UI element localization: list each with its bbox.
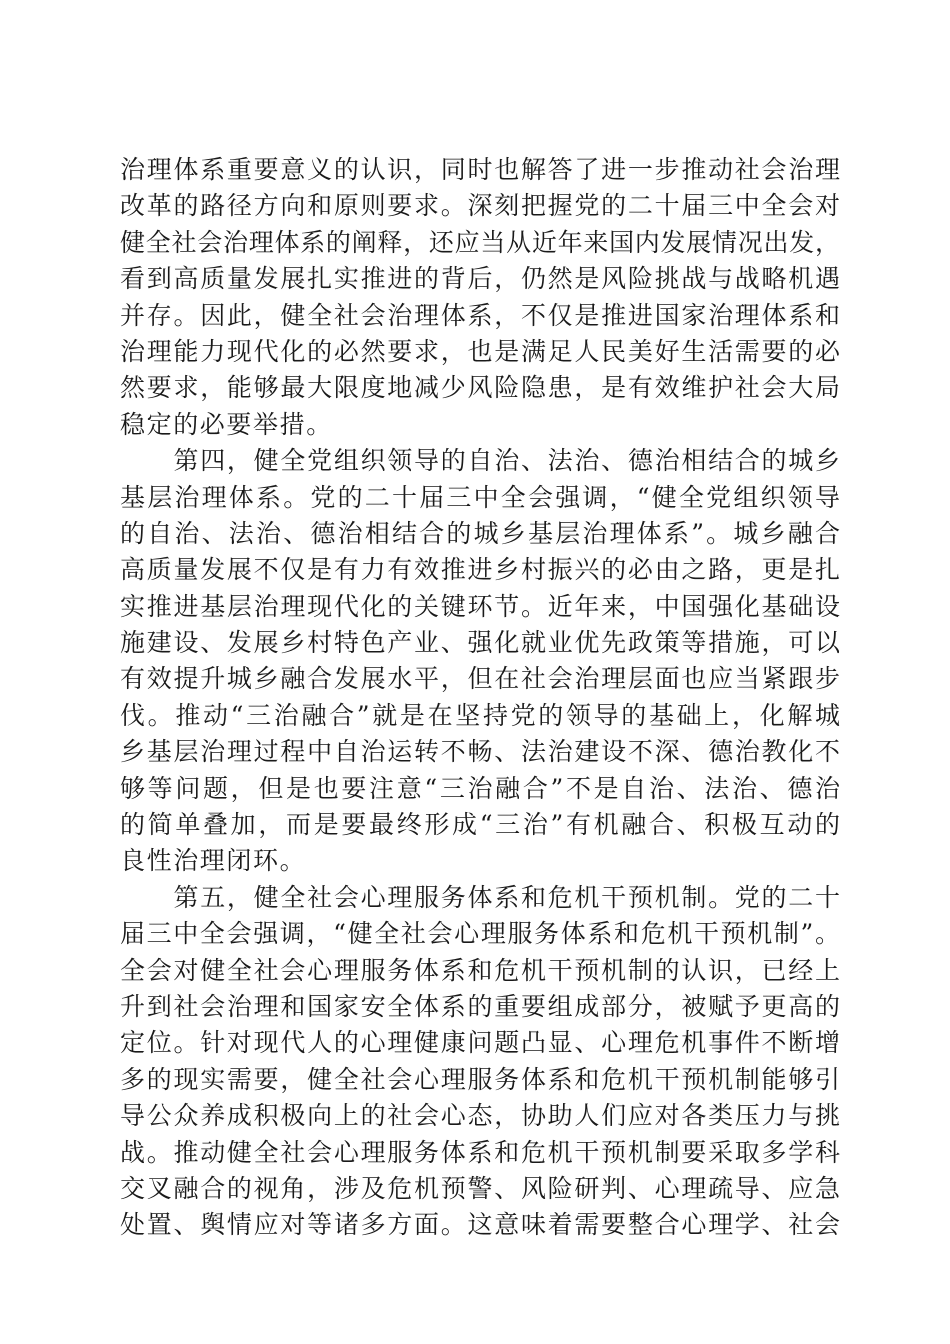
text-line: 然要求，能够最大限度地减少风险隐患，是有效维护社会大局 [120, 373, 840, 403]
text-line: 多的现实需要，健全社会心理服务体系和危机干预机制能够引 [120, 1064, 840, 1094]
text-line: 实推进基层治理现代化的关键环节。近年来，中国强化基础设 [120, 591, 840, 621]
text-line: 届三中全会强调，“健全社会心理服务体系和危机干预机制”。 [120, 919, 840, 949]
text-line-paragraph-end: 良性治理闭环。 [120, 846, 307, 876]
text-line: 处置、舆情应对等诸多方面。这意味着需要整合心理学、社会 [120, 1210, 840, 1240]
text-line: 战。推动健全社会心理服务体系和危机干预机制要采取多学科 [120, 1137, 840, 1167]
text-line: 升到社会治理和国家安全体系的重要组成部分，被赋予更高的 [120, 991, 840, 1021]
text-line-paragraph-end: 稳定的必要举措。 [120, 409, 333, 439]
text-line: 导公众养成积极向上的社会心态，协助人们应对各类压力与挑 [120, 1101, 840, 1131]
text-line: 交叉融合的视角，涉及危机预警、风险研判、心理疏导、应急 [120, 1173, 840, 1203]
body-text [120, 152, 840, 1244]
text-line: 乡基层治理过程中自治运转不畅、法治建设不深、德治教化不 [120, 737, 840, 767]
text-line: 并存。因此，健全社会治理体系，不仅是推进国家治理体系和 [120, 300, 840, 330]
text-line-paragraph-start: 第四，健全党组织领导的自治、法治、德治相结合的城乡 [120, 446, 840, 476]
text-line: 全会对健全社会心理服务体系和危机干预机制的认识，已经上 [120, 955, 840, 985]
text-line: 施建设、发展乡村特色产业、强化就业优先政策等措施，可以 [120, 628, 840, 658]
text-line: 的自治、法治、德治相结合的城乡基层治理体系”。城乡融合 [120, 518, 840, 548]
text-line: 有效提升城乡融合发展水平，但在社会治理层面也应当紧跟步 [120, 664, 840, 694]
text-line: 定位。针对现代人的心理健康问题凸显、心理危机事件不断增 [120, 1028, 840, 1058]
text-line: 看到高质量发展扎实推进的背后，仍然是风险挑战与战略机遇 [120, 264, 840, 294]
text-line: 的简单叠加，而是要最终形成“三治”有机融合、积极互动的 [120, 810, 840, 840]
text-line: 健全社会治理体系的阐释，还应当从近年来国内发展情况出发， [120, 227, 840, 257]
text-line-paragraph-start: 第五，健全社会心理服务体系和危机干预机制。党的二十 [120, 882, 840, 912]
text-line: 治理体系重要意义的认识，同时也解答了进一步推动社会治理 [120, 155, 840, 184]
text-line: 够等问题，但是也要注意“三治融合”不是自治、法治、德治 [120, 773, 840, 803]
text-line: 高质量发展不仅是有力有效推进乡村振兴的必由之路，更是扎 [120, 555, 840, 585]
text-line: 基层治理体系。党的二十届三中全会强调，“健全党组织领导 [120, 482, 840, 512]
text-line: 伐。推动“三治融合”就是在坚持党的领导的基础上，化解城 [120, 700, 840, 730]
text-line: 治理能力现代化的必然要求，也是满足人民美好生活需要的必 [120, 336, 840, 366]
text-line: 改革的路径方向和原则要求。深刻把握党的二十届三中全会对 [120, 191, 840, 221]
